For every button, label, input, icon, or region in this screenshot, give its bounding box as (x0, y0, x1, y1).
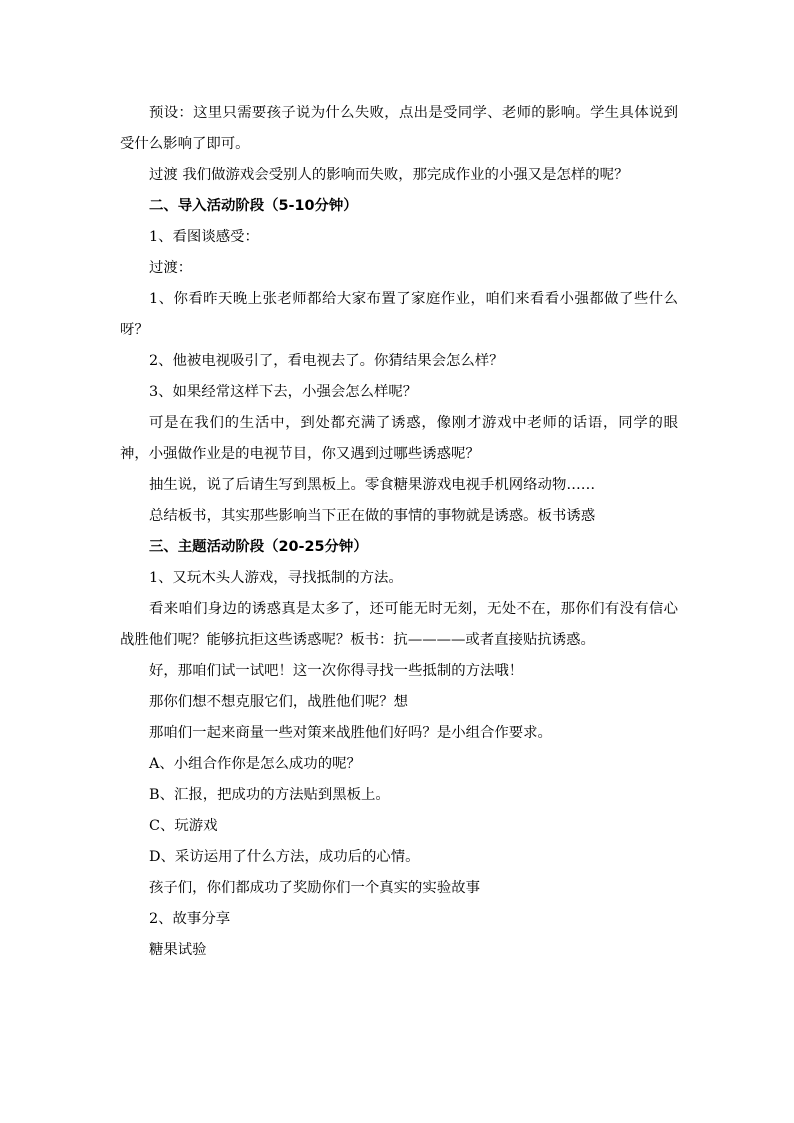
paragraph-discuss: 那咱们一起来商量一些对策来战胜他们好吗？是小组合作要求。 (149, 725, 552, 741)
paragraph-item-c: C、玩游戏 (149, 818, 218, 834)
paragraph-try-it: 好，那咱们试一试吧！这一次你得寻找一些抵制的方法哦！ (149, 663, 524, 679)
paragraph-item-1: 1、你看昨天晚上张老师都给大家布置了家庭作业，咱们来看看小强都做了些什么呀？ (120, 291, 678, 338)
paragraph-overcome: 那你们想不想克服它们，战胜他们呢？想 (149, 694, 409, 710)
paragraph-transition-label: 过渡： (149, 260, 193, 276)
paragraph-preset: 预设：这里只需要孩子说为什么失败，点出是受同学、老师的影响。学生具体说到受什么影响了即可。 (120, 105, 678, 152)
paragraph-game-again: 1、又玩木头人游戏，寻找抵制的方法。 (149, 570, 403, 586)
paragraph-too-many-temptations: 看来咱们身边的诱惑真是太多了，还可能无时无刻，无处不在，那你们有没有信心战胜他们呢？能够抗拒这些诱惑呢？板书：抗————或者直接贴抗诱惑。 (120, 601, 678, 648)
paragraph-item-b: B、汇报，把成功的方法贴到黑板上。 (149, 787, 390, 803)
paragraph-candy-experiment: 糖果试验 (149, 942, 207, 958)
paragraph-student-answers: 抽生说，说了后请生写到黑板上。零食糖果游戏电视手机网络动物…… (149, 477, 596, 493)
paragraph-look-pictures: 1、看图谈感受： (149, 229, 259, 245)
paragraph-item-2: 2、他被电视吸引了，看电视去了。你猜结果会怎么样？ (149, 353, 504, 369)
paragraph-item-3: 3、如果经常这样下去，小强会怎么样呢？ (149, 384, 418, 400)
paragraph-story-share: 2、故事分享 (149, 911, 231, 927)
section-heading-theme: 三、主题活动阶段（20-25分钟） (149, 539, 368, 555)
paragraph-summary: 总结板书，其实那些影响当下正在做的事情的事物就是诱惑。板书诱惑 (149, 508, 596, 524)
paragraph-temptation-life: 可是在我们的生活中，到处都充满了诱惑，像刚才游戏中老师的话语，同学的眼神，小强做作业是的电视节目，你又遇到过哪些诱惑呢？ (120, 415, 678, 462)
document-body (120, 98, 678, 966)
paragraph-reward: 孩子们，你们都成功了奖励你们一个真实的实验故事 (149, 880, 480, 896)
paragraph-item-a: A、小组合作你是怎么成功的呢？ (149, 756, 361, 772)
section-heading-intro: 二、导入活动阶段（5-10分钟） (149, 198, 358, 214)
paragraph-transition-1: 过渡 我们做游戏会受别人的影响而失败，那完成作业的小强又是怎样的呢？ (149, 167, 629, 183)
paragraph-item-d: D、采访运用了什么方法，成功后的心情。 (149, 849, 420, 865)
